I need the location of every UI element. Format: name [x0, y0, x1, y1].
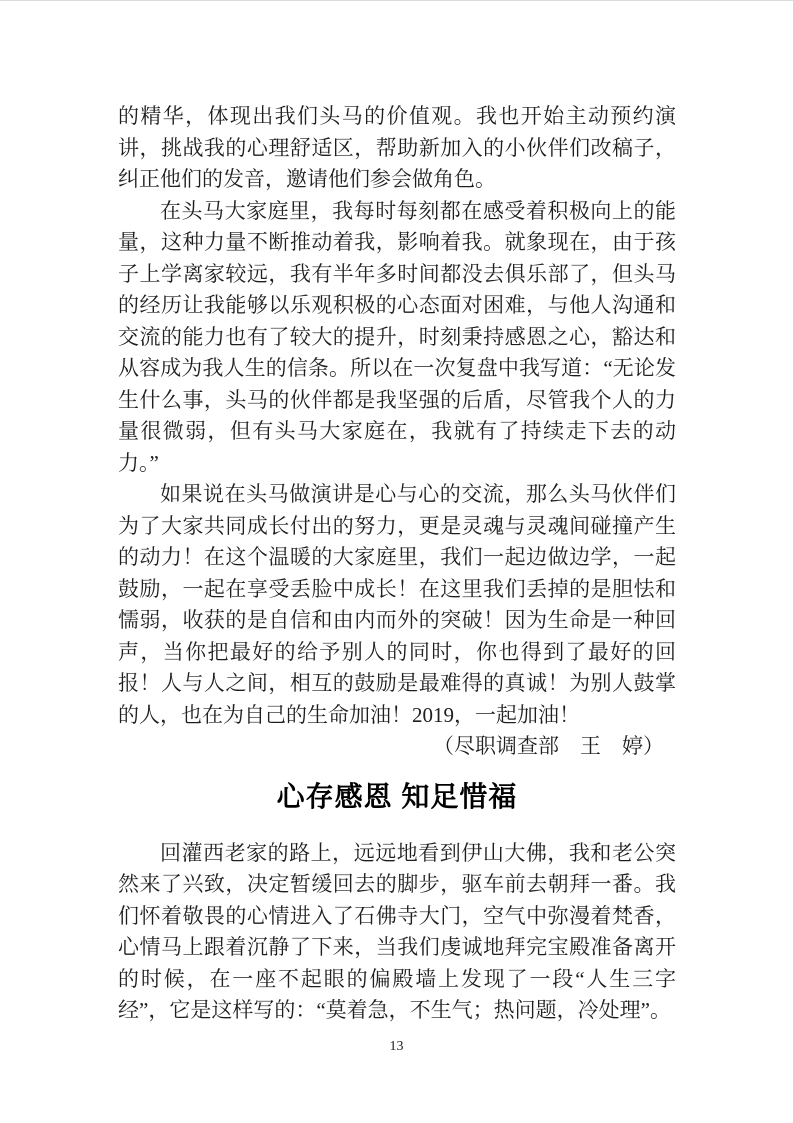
- author-signature: （尽职调查部 王 婷）: [433, 734, 664, 758]
- body-paragraph: 在头马大家庭里，我每时每刻都在感受着积极向上的能量，这种力量不断推动着我，影响着我。就象现在，由于孩子上学离家较远，我有半年多时间都没去俱乐部了，但头马的经历让我能够以乐观积极的心态面对困难，与他人沟通和交流的能力也有了较大的提升，时刻秉持感恩之心，豁达和从容成为我人生的信条。所以在一次复盘中我写道：“无论发生什么事，头马的伙伴都是我坚强的后盾，尽管我个人的力量很微弱，但有头马大家庭在，我就有了持续走下去的动力。”: [118, 198, 676, 475]
- body-paragraph: 回灌西老家的路上，远远地看到伊山大佛，我和老公突然来了兴致，决定暂缓回去的脚步，驱车前去朝拜一番。我们怀着敬畏的心情进入了石佛寺大门，空气中弥漫着梵香，心情马上跟着沉静了下来，当我们虔诚地拜完宝殿准备离开的时候，在一座不起眼的偏殿墙上发现了一段“人生三字经”，它是这样写的：“莫着急，不生气；热问题，冷处理”。: [118, 840, 676, 1022]
- section-heading: 心存感恩 知足惜福: [276, 780, 518, 812]
- page-number: 13: [389, 1039, 404, 1054]
- body-paragraph: 如果说在头马做演讲是心与心的交流，那么头马伙伴们为了大家共同成长付出的努力，更是灵魂与灵魂间碰撞产生的动力！在这个温暖的大家庭里，我们一起边做边学，一起鼓励，一起在享受丢脸中成长！在这里我们丢掉的是胆怯和懦弱，收获的是自信和由内而外的突破！因为生命是一种回声，当你把最好的给予别人的同时，你也得到了最好的回报！人与人之间，相互的鼓励是最难得的真诚！为别人鼓掌的人，也在为自己的生命加油！2019，一起加油！: [118, 482, 676, 727]
- page-content: [118, 101, 676, 1027]
- body-paragraph: 的精华，体现出我们头马的价值观。我也开始主动预约演讲，挑战我的心理舒适区，帮助新加入的小伙伴们改稿子，纠正他们的发音，邀请他们参会做角色。: [118, 104, 676, 191]
